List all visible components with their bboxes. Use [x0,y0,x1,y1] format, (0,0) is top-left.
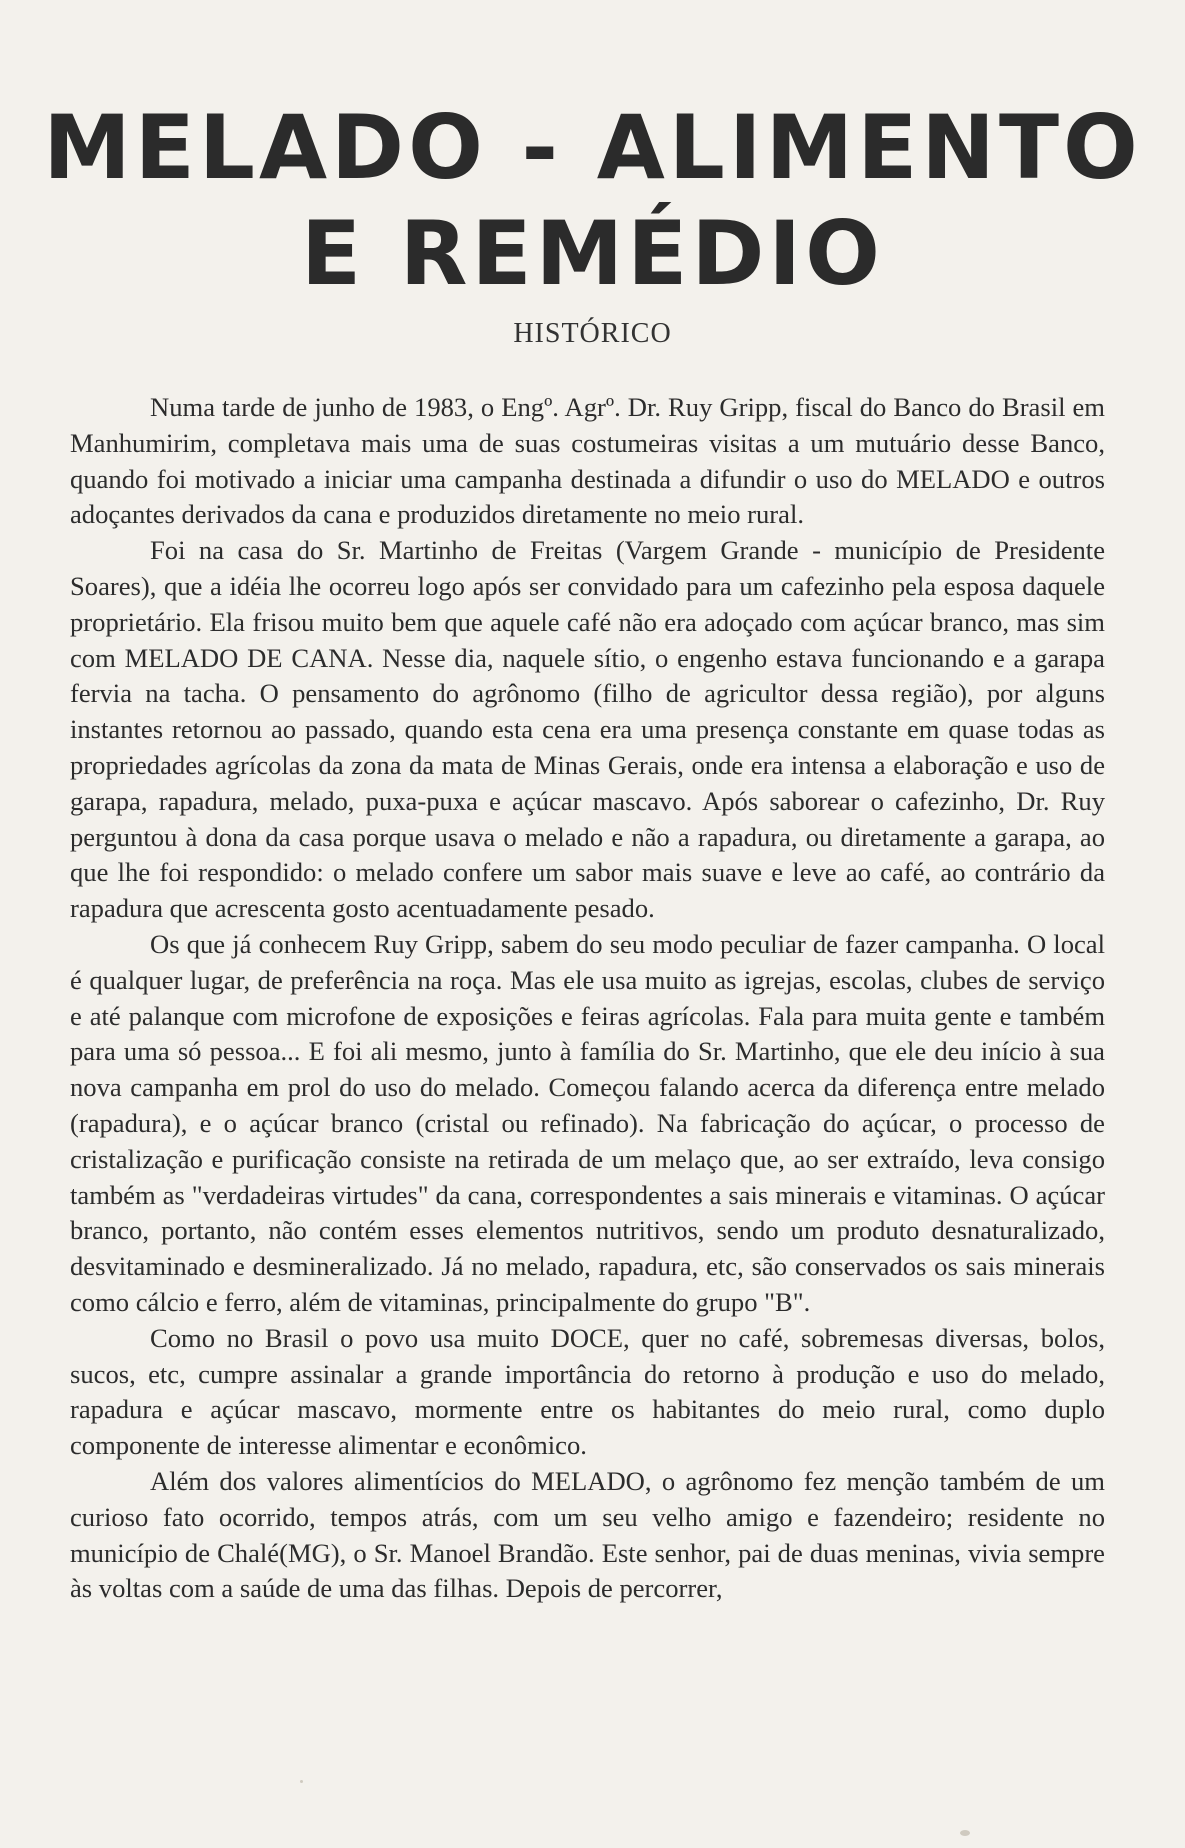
paper-speck [960,1830,970,1836]
paper-speck [300,1780,303,1783]
paragraph: Foi na casa do Sr. Martinho de Freitas (Vargem Grande - município de Presidente Soares), que a idéia lhe ocorreu logo após ser convidado para um cafezinho pela esposa daquele proprietário. Ela frisou muito bem que aquele café não era adoçado com açúcar branco, mas sim com MELADO DE CANA. Nesse dia, naquele sítio, o engenho estava funcionando e a garapa fervia na tacha. O pensamento do agrônomo (filho de agricultor dessa região), por alguns instantes retornou ao passado, quando esta cena era uma presença constante em quase todas as propriedades agrícolas da zona da mata de Minas Gerais, onde era intensa a elaboração e uso de garapa, rapadura, melado, puxa-puxa e açúcar mascavo. Após saborear o cafezinho, Dr. Ruy perguntou à dona da casa porque usava o melado e não a rapadura, ou diretamente a garapa, ao que lhe foi respondido: o melado confere um sabor mais suave e leve ao café, ao contrário da rapadura que acrescenta gosto acentuadamente pesado. [70,535,1105,924]
paragraph: Numa tarde de junho de 1983, o Engº. Agrº. Dr. Ruy Gripp, fiscal do Banco do Brasil em Manhumirim, completava mais uma de suas costumeiras visitas a um mutuário desse Banco, quando foi motivado a iniciar uma campanha destinada a difundir o uso do MELADO e outros adoçantes derivados da cana e produzidos diretamente no meio rural. [70,392,1105,530]
paragraph: Como no Brasil o povo usa muito DOCE, quer no café, sobremesas diversas, bolos, sucos, etc, cumpre assinalar a grande importância do retorno à produção e uso do melado, rapadura e açúcar mascavo, mormente entre os habitantes do meio rural, como duplo componente de interesse alimentar e econômico. [70,1322,1105,1461]
body-text [70,390,1105,1607]
document-title-line-1: MELADO - ALIMENTO [43,96,1142,199]
paragraph: Além dos valores alimentícios do MELADO, o agrônomo fez menção também de um curioso fato ocorrido, tempos atrás, com um seu velho amigo e fazendeiro; residente no município de Chalé(MG), o Sr. Manoel Brandão. Este senhor, pai de duas meninas, vivia sempre às voltas com a saúde de uma das filhas. Depois de percorrer, [70,1465,1105,1604]
paragraph: Os que já conhecem Ruy Gripp, sabem do seu modo peculiar de fazer campanha. O local é qualquer lugar, de preferência na roça. Mas ele usa muito as igrejas, escolas, clubes de serviço e até palanque com microfone de exposições e feiras agrícolas. Fala para muita gente e também para uma só pessoa... E foi ali mesmo, junto à família do Sr. Martinho, que ele deu início à sua nova campanha em prol do uso do melado. Começou falando acerca da diferença entre melado (rapadura), e o açúcar branco (cristal ou refinado). Na fabricação do açúcar, o processo de cristalização e purificação consiste na retirada de um melaço que, ao ser extraído, leva consigo também as "verdadeiras virtudes" da cana, correspondentes a sais minerais e vitaminas. O açúcar branco, portanto, não contém esses elementos nutritivos, sendo um produto desnaturalizado, desvitaminado e desmineralizado. Já no melado, rapadura, etc, são conservados os sais minerais como cálcio e ferro, além de vitaminas, principalmente do grupo "B". [70,928,1105,1317]
section-heading: HISTÓRICO [513,318,672,349]
document-title-line-2: E REMÉDIO [301,202,884,305]
